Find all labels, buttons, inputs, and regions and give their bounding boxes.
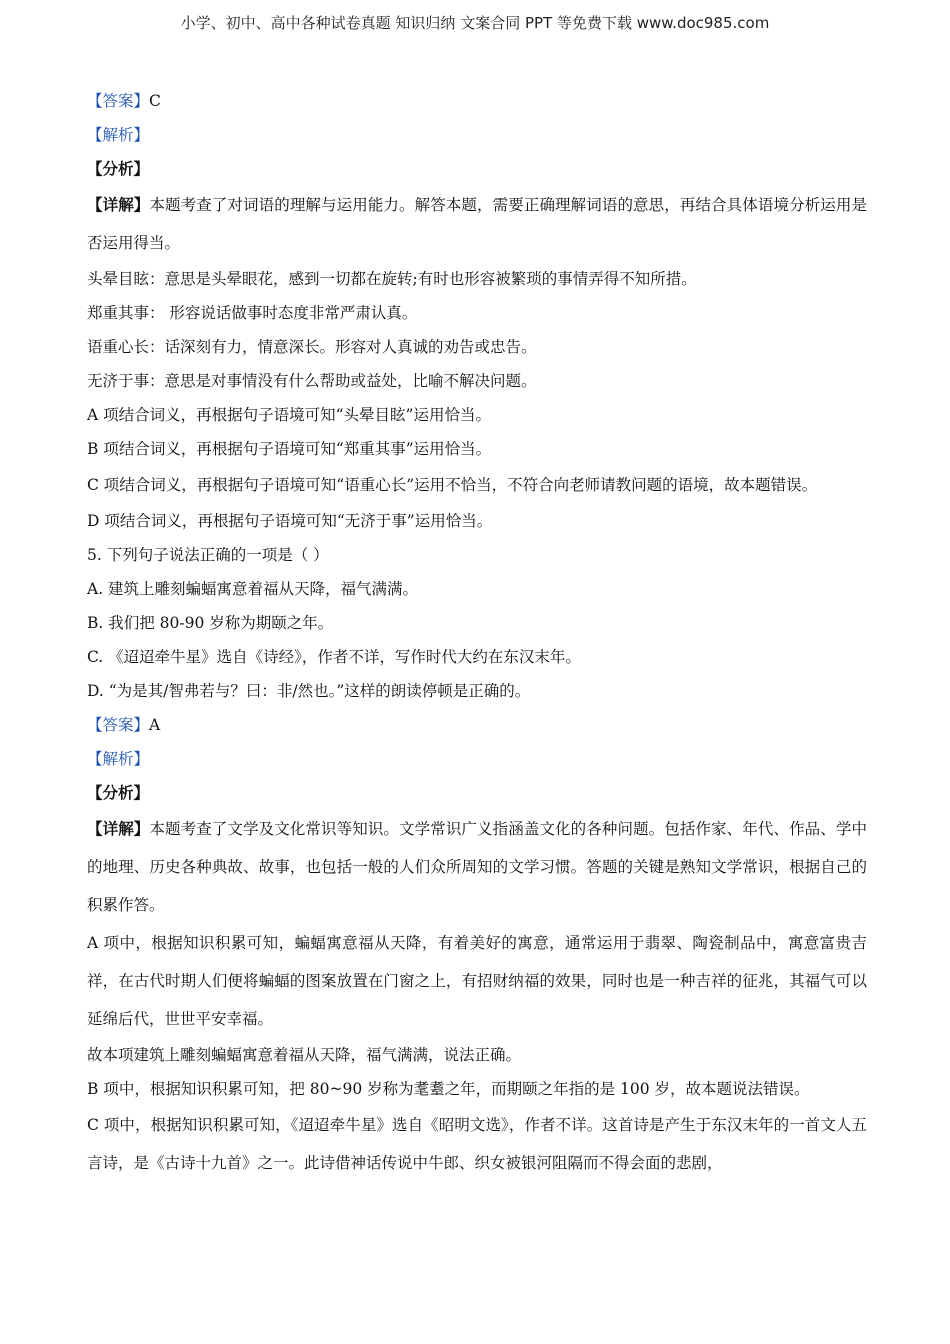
- q5-item-b: B 项中，根据知识积累可知，把 80~90 岁称为耄耋之年，而期颐之年指的是 100 岁，故本题说法错误。: [87, 1080, 810, 1098]
- detail-text: 本题考查了文学及文化常识等知识。文学常识广义指涵盖文化的各种问题。包括作家、年代、作品、学中的地理、历史各种典故、故事，也包括一般的人们众所周知的文学习惯。答题的关键是熟知文学常识，根据自己的积累作答。: [87, 820, 867, 914]
- page-header: 小学、初中、高中各种试卷真题 知识归纳 文案合同 PPT 等免费下载 www.doc985.com: [180, 14, 770, 32]
- q5-detail: [87, 810, 867, 924]
- q5-option-b: B. 我们把 80-90 岁称为期颐之年。: [87, 614, 334, 632]
- detail-tag: 【详解】: [87, 819, 150, 838]
- q4-item-c: C 项结合词义，再根据句子语境可知“语重心长”运用不恰当，不符合向老师请教问题的语境，故本题错误。: [87, 476, 818, 494]
- q5-a-conclusion: 故本项建筑上雕刻蝙蝠寓意着福从天降，福气满满，说法正确。: [87, 1046, 522, 1064]
- q4-def-3: 语重心长：话深刻有力，情意深长。形容对人真诚的劝告或忠告。: [87, 338, 537, 356]
- q4-fenxi: 【分析】: [87, 159, 150, 178]
- q5-analysis-tag: 【解析】: [87, 750, 150, 768]
- q5-option-c: C. 《迢迢牵牛星》选自《诗经》，作者不详，写作时代大约在东汉末年。: [87, 648, 581, 666]
- q5-fenxi: 【分析】: [87, 783, 150, 802]
- detail-tag: 【详解】: [87, 195, 150, 214]
- answer-tag: 【答案】: [87, 716, 150, 734]
- q4-def-1: 头晕目眩：意思是头晕眼花，感到一切都在旋转;有时也形容被繁琐的事情弄得不知所措。: [87, 270, 697, 288]
- answer-tag: 【答案】: [87, 92, 150, 110]
- q4-detail: [87, 186, 867, 262]
- q4-answer: [87, 84, 867, 118]
- q4-item-a: A 项结合词义，再根据句子语境可知“头晕目眩”运用恰当。: [87, 406, 491, 424]
- q4-def-4: 无济于事：意思是对事情没有什么帮助或益处，比喻不解决问题。: [87, 372, 537, 390]
- answer-value: C: [149, 92, 161, 110]
- answer-value: A: [149, 716, 161, 734]
- document-body: [87, 84, 867, 1182]
- q4-analysis-tag: 【解析】: [87, 126, 150, 144]
- q5-question: 5. 下列句子说法正确的一项是（ ）: [87, 546, 329, 564]
- q4-def-2: 郑重其事： 形容说话做事时态度非常严肃认真。: [87, 304, 418, 322]
- q5-option-a: A. 建筑上雕刻蝙蝠寓意着福从天降，福气满满。: [87, 580, 419, 598]
- q5-option-d: D. “为是其/智弗若与？曰：非/然也。”这样的朗读停顿是正确的。: [87, 682, 531, 700]
- q5-answer: [87, 708, 867, 742]
- detail-text: 本题考查了对词语的理解与运用能力。解答本题，需要正确理解词语的意思，再结合具体语境分析运用是否运用得当。: [87, 196, 867, 252]
- q4-item-d: D 项结合词义，再根据句子语境可知“无济于事”运用恰当。: [87, 512, 493, 530]
- q5-item-a: A 项中，根据知识积累可知，蝙蝠寓意福从天降，有着美好的寓意，通常运用于翡翠、陶瓷制品中，寓意富贵吉祥，在古代时期人们便将蝙蝠的图案放置在门窗之上，有招财纳福的效果，同时也是一种吉祥的征兆，其福气可以延绵后代，世世平安幸福。: [87, 934, 867, 1028]
- q5-item-c: C 项中，根据知识积累可知，《迢迢牵牛星》选自《昭明文选》，作者不详。这首诗是产生于东汉末年的一首文人五言诗，是《古诗十九首》之一。此诗借神话传说中牛郎、织女被银河阻隔而不得会面的悲剧，: [87, 1116, 867, 1172]
- q4-item-b: B 项结合词义，再根据句子语境可知“郑重其事”运用恰当。: [87, 440, 492, 458]
